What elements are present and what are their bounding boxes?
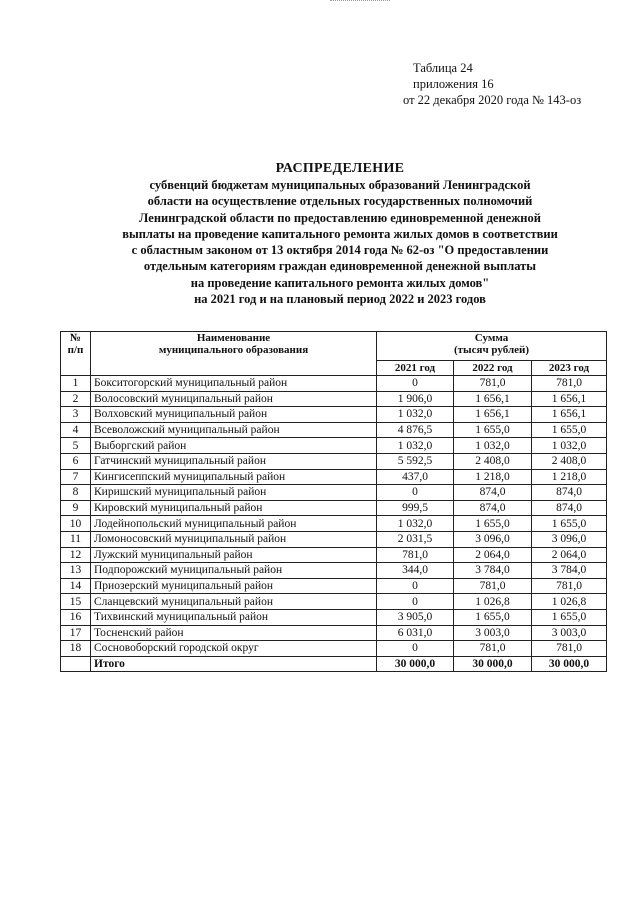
amount-2021: 0 <box>377 594 454 610</box>
table-row <box>61 563 607 579</box>
amount-2021: 2 031,5 <box>377 531 454 547</box>
amount-2021: 0 <box>377 641 454 657</box>
amount-2023: 3 096,0 <box>532 531 607 547</box>
title-line: Ленинградской области по предоставлению единовременной денежной <box>139 210 541 225</box>
table-row <box>61 391 607 407</box>
amount-2022: 1 026,8 <box>454 594 532 610</box>
amount-2021: 6 031,0 <box>377 625 454 641</box>
row-number: 5 <box>61 438 91 454</box>
row-number: 2 <box>61 391 91 407</box>
row-number: 18 <box>61 641 91 657</box>
reference-table-number: Таблица 24 <box>413 61 473 75</box>
total-row <box>61 656 607 672</box>
amount-2023: 1 655,0 <box>532 422 607 438</box>
table-row <box>61 625 607 641</box>
header-year-2023: 2023 год <box>532 361 607 376</box>
table-row <box>61 376 607 392</box>
table-row <box>61 407 607 423</box>
municipality-name: Гатчинский муниципальный район <box>91 453 377 469</box>
title-line: субвенций бюджетам муниципальных образований Ленинградской <box>149 178 531 192</box>
municipality-name: Тосненский район <box>91 625 377 641</box>
scan-mark <box>330 0 390 2</box>
table-row <box>61 531 607 547</box>
amount-2022: 2 064,0 <box>454 547 532 563</box>
municipality-name: Кировский муниципальный район <box>91 500 377 516</box>
amount-2022: 781,0 <box>454 641 532 657</box>
row-number: 17 <box>61 625 91 641</box>
amount-2023: 781,0 <box>532 578 607 594</box>
row-number: 16 <box>61 609 91 625</box>
municipality-name: Волховский муниципальный район <box>91 407 377 423</box>
reference-law-date: от 22 декабря 2020 года № 143-оз <box>403 93 582 107</box>
row-number: 6 <box>61 453 91 469</box>
amount-2021: 4 876,5 <box>377 422 454 438</box>
amount-2021: 0 <box>377 376 454 392</box>
municipality-name: Ломоносовский муниципальный район <box>91 531 377 547</box>
amount-2023: 3 003,0 <box>532 625 607 641</box>
amount-2023: 1 656,1 <box>532 391 607 407</box>
table-row <box>61 547 607 563</box>
municipality-name: Бокситогорский муниципальный район <box>91 376 377 392</box>
table-row <box>61 422 607 438</box>
row-number: 15 <box>61 594 91 610</box>
amount-2022: 781,0 <box>454 578 532 594</box>
municipality-name: Подпорожский муниципальный район <box>91 563 377 579</box>
row-number: 7 <box>61 469 91 485</box>
row-number: 3 <box>61 407 91 423</box>
row-number: 4 <box>61 422 91 438</box>
amount-2023: 1 655,0 <box>532 516 607 532</box>
amount-2022: 3 096,0 <box>454 531 532 547</box>
municipality-name: Волосовский муниципальный район <box>91 391 377 407</box>
header-year-2021: 2021 год <box>377 361 454 376</box>
amount-2021: 0 <box>377 485 454 501</box>
header-row-number: № п/п <box>61 332 91 376</box>
table-row <box>61 438 607 454</box>
total-2023: 30 000,0 <box>532 656 607 672</box>
municipality-name: Кингисеппский муниципальный район <box>91 469 377 485</box>
table-row <box>61 516 607 532</box>
table-row <box>61 609 607 625</box>
amount-2021: 781,0 <box>377 547 454 563</box>
row-number: 1 <box>61 376 91 392</box>
amount-2023: 2 408,0 <box>532 453 607 469</box>
municipality-name: Лужский муниципальный район <box>91 547 377 563</box>
row-number: 14 <box>61 578 91 594</box>
amount-2023: 781,0 <box>532 376 607 392</box>
row-number: 9 <box>61 500 91 516</box>
title-line: выплаты на проведение капитального ремонта жилых домов в соответствии <box>122 226 558 241</box>
table-row <box>61 469 607 485</box>
amount-2022: 1 218,0 <box>454 469 532 485</box>
amount-2023: 1 032,0 <box>532 438 607 454</box>
municipality-name: Сланцевский муниципальный район <box>91 594 377 610</box>
appendix-reference <box>403 60 582 108</box>
amount-2022: 1 655,0 <box>454 422 532 438</box>
amount-2023: 874,0 <box>532 500 607 516</box>
amount-2021: 999,5 <box>377 500 454 516</box>
header-year-2022: 2022 год <box>454 361 532 376</box>
amount-2022: 874,0 <box>454 485 532 501</box>
amount-2022: 1 656,1 <box>454 391 532 407</box>
table-row <box>61 485 607 501</box>
amount-2023: 874,0 <box>532 485 607 501</box>
amount-2022: 3 784,0 <box>454 563 532 579</box>
amount-2022: 2 408,0 <box>454 453 532 469</box>
amount-2021: 344,0 <box>377 563 454 579</box>
row-number: 10 <box>61 516 91 532</box>
amount-2022: 1 032,0 <box>454 438 532 454</box>
title-line: на проведение капитального ремонта жилых домов" <box>190 275 490 290</box>
total-no-cell <box>61 656 91 672</box>
amount-2023: 3 784,0 <box>532 563 607 579</box>
title-heading: РАСПРЕДЕЛЕНИЕ <box>275 161 405 176</box>
amount-2022: 781,0 <box>454 376 532 392</box>
title-line: на 2021 год и на плановый период 2022 и 2023 годов <box>194 292 486 307</box>
distribution-table <box>60 331 607 672</box>
amount-2021: 1 032,0 <box>377 407 454 423</box>
municipality-name: Тихвинский муниципальный район <box>91 609 377 625</box>
municipality-name: Сосновоборский городской округ <box>91 641 377 657</box>
amount-2022: 1 656,1 <box>454 407 532 423</box>
amount-2021: 1 032,0 <box>377 438 454 454</box>
municipality-name: Приозерский муниципальный район <box>91 578 377 594</box>
table-row <box>61 594 607 610</box>
amount-2021: 1 032,0 <box>377 516 454 532</box>
title-line: с областным законом от 13 октября 2014 года № 62-оз "О предоставлении <box>131 243 549 258</box>
table-row <box>61 578 607 594</box>
title-line: отдельным категориям граждан единовременной денежной выплаты <box>143 259 537 274</box>
row-number: 12 <box>61 547 91 563</box>
amount-2022: 874,0 <box>454 500 532 516</box>
title-line: области на осуществление отдельных государственных полномочий <box>147 194 533 209</box>
amount-2023: 1 218,0 <box>532 469 607 485</box>
total-2021: 30 000,0 <box>377 656 454 672</box>
amount-2023: 2 064,0 <box>532 547 607 563</box>
reference-appendix: приложения 16 <box>413 77 494 91</box>
amount-2021: 437,0 <box>377 469 454 485</box>
table-row <box>61 500 607 516</box>
table-row <box>61 453 607 469</box>
amount-2021: 0 <box>377 578 454 594</box>
municipality-name: Выборгский район <box>91 438 377 454</box>
amount-2023: 1 656,1 <box>532 407 607 423</box>
document-title <box>60 160 620 307</box>
total-label: Итого <box>91 656 377 672</box>
amount-2023: 1 655,0 <box>532 609 607 625</box>
amount-2021: 5 592,5 <box>377 453 454 469</box>
municipality-name: Всеволожский муниципальный район <box>91 422 377 438</box>
amount-2022: 3 003,0 <box>454 625 532 641</box>
total-2022: 30 000,0 <box>454 656 532 672</box>
row-number: 11 <box>61 531 91 547</box>
amount-2023: 1 026,8 <box>532 594 607 610</box>
row-number: 8 <box>61 485 91 501</box>
header-sum: Сумма (тысяч рублей) <box>377 332 607 361</box>
amount-2021: 1 906,0 <box>377 391 454 407</box>
table-row <box>61 641 607 657</box>
municipality-name: Киришский муниципальный район <box>91 485 377 501</box>
amount-2022: 1 655,0 <box>454 609 532 625</box>
amount-2021: 3 905,0 <box>377 609 454 625</box>
amount-2023: 781,0 <box>532 641 607 657</box>
row-number: 13 <box>61 563 91 579</box>
header-municipality-name: Наименование муниципального образования <box>91 332 377 376</box>
municipality-name: Лодейнопольский муниципальный район <box>91 516 377 532</box>
amount-2022: 1 655,0 <box>454 516 532 532</box>
